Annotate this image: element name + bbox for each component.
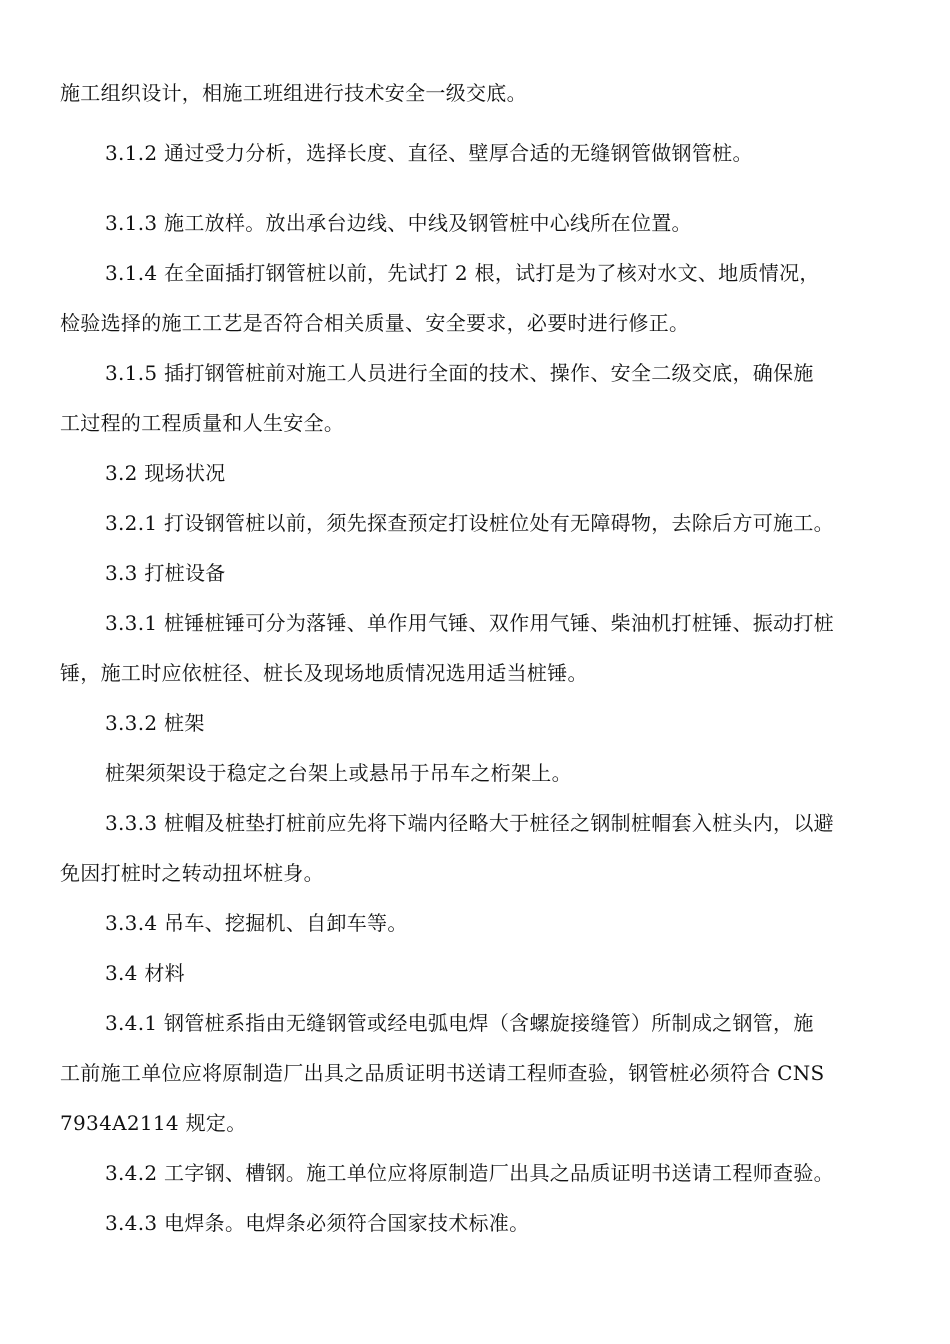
paragraph-line: 工前施工单位应将原制造厂出具之品质证明书送请工程师查验，钢管桩必须符合 CNS	[60, 1061, 825, 1085]
paragraph-line: 3.3.3 桩帽及桩垫打桩前应先将下端内径略大于桩径之钢制桩帽套入桩头内，以避	[105, 811, 834, 835]
paragraph-line: 3.1.5 插打钢管桩前对施工人员进行全面的技术、操作、安全二级交底，确保施	[105, 361, 814, 385]
paragraph-line: 免因打桩时之转动扭坏桩身。	[60, 861, 324, 885]
section-heading: 3.3 打桩设备	[105, 561, 226, 585]
paragraph-line: 施工组织设计，相施工班组进行技术安全一级交底。	[60, 81, 527, 105]
paragraph-line: 3.3.1 桩锤桩锤可分为落锤、单作用气锤、双作用气锤、柴油机打桩锤、振动打桩	[105, 611, 834, 635]
paragraph-line: 3.2.1 打设钢管桩以前，须先探查预定打设桩位处有无障碍物，去除后方可施工。	[105, 511, 834, 535]
paragraph-line: 3.1.2 通过受力分析，选择长度、直径、壁厚合适的无缝钢管做钢管桩。	[105, 141, 753, 165]
paragraph-line: 3.4.3 电焊条。电焊条必须符合国家技术标准。	[105, 1211, 530, 1235]
paragraph-line: 桩架须架设于稳定之台架上或悬吊于吊车之桁架上。	[105, 761, 572, 785]
section-heading: 3.4 材料	[105, 961, 185, 985]
section-heading: 3.3.2 桩架	[105, 711, 205, 735]
paragraph-line: 检验选择的施工工艺是否符合相关质量、安全要求，必要时进行修正。	[60, 311, 690, 335]
paragraph-line: 3.3.4 吊车、挖掘机、自卸车等。	[105, 911, 408, 935]
paragraph-line: 3.4.1 钢管桩系指由无缝钢管或经电弧电焊（含螺旋接缝管）所制成之钢管，施	[105, 1011, 814, 1035]
paragraph-line: 3.1.4 在全面插打钢管桩以前，先试打 2 根，试打是为了核对水文、地质情况，	[105, 261, 820, 285]
section-heading: 3.2 现场状况	[105, 461, 226, 485]
paragraph-line: 3.4.2 工字钢、槽钢。施工单位应将原制造厂出具之品质证明书送请工程师查验。	[105, 1161, 834, 1185]
paragraph-line: 3.1.3 施工放样。放出承台边线、中线及钢管桩中心线所在位置。	[105, 211, 692, 235]
paragraph-line: 锤，施工时应依桩径、桩长及现场地质情况选用适当桩锤。	[60, 661, 588, 685]
paragraph-line: 工过程的工程质量和人生安全。	[60, 411, 345, 435]
paragraph-line: 7934A2114 规定。	[60, 1111, 247, 1135]
